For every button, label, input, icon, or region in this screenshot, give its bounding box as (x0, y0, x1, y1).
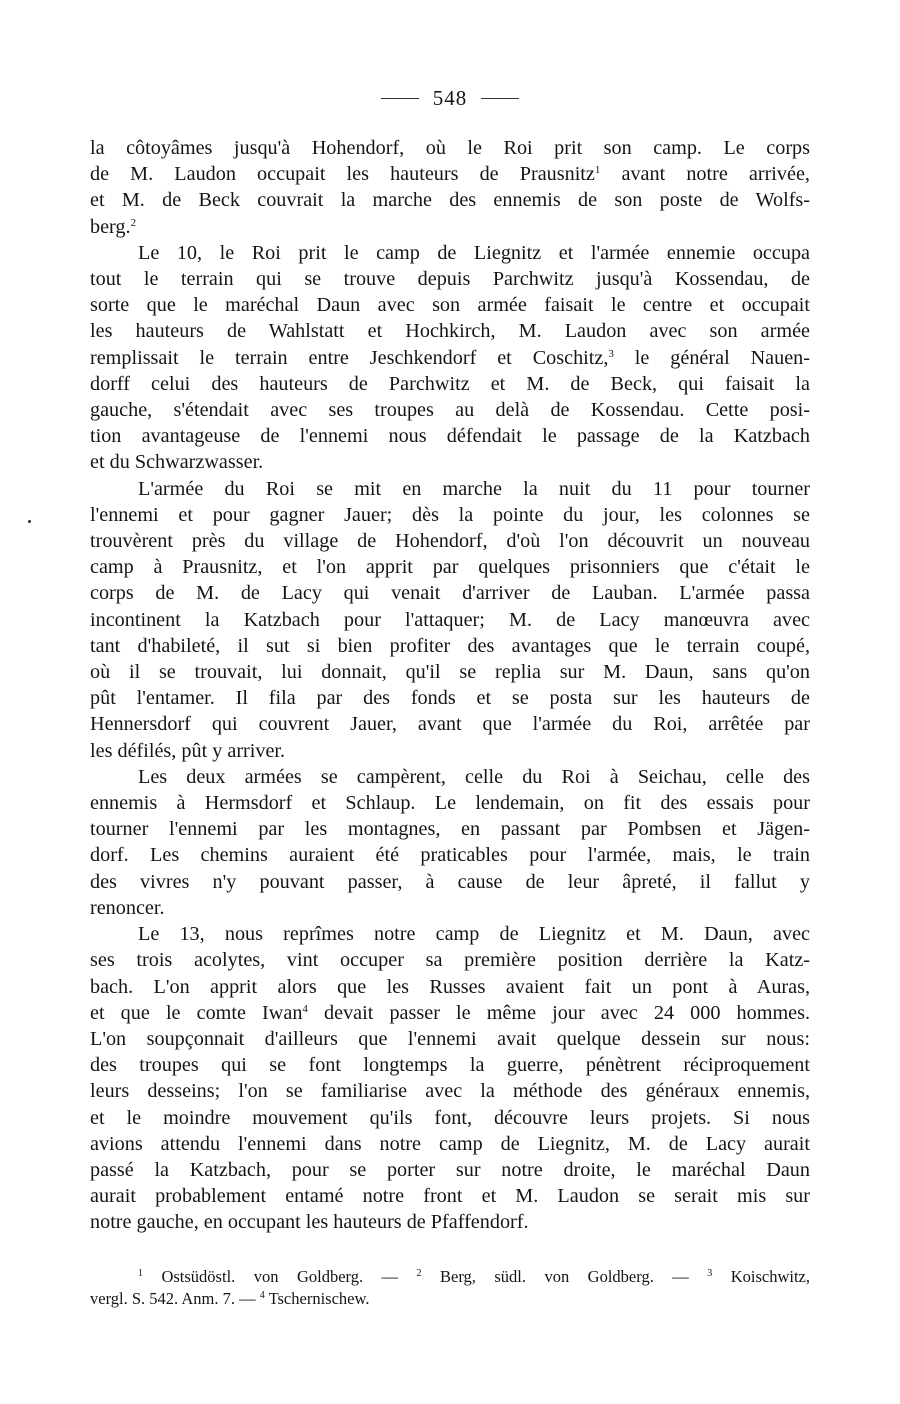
footnote-marker: 1 (594, 164, 601, 177)
text-segment: passé la Katzbach, pour se porter sur notre droite, le maréchal Daun (90, 1158, 810, 1181)
text-segment: L'on soupçonnait d'ailleurs que l'ennemi avait quelque dessein sur nous: (90, 1027, 810, 1050)
text-line (90, 685, 810, 711)
text-segment: devait passer le même jour avec 24 000 hommes. (307, 1001, 811, 1024)
footnote-number: 2 (416, 1268, 422, 1279)
text-line (90, 1105, 810, 1131)
text-line (90, 1131, 810, 1157)
text-line (90, 816, 810, 842)
text-line (90, 607, 810, 633)
footnote-line (90, 1266, 810, 1288)
text-segment: bach. L'on apprit alors que les Russes avaient fait un pont à Auras, (90, 975, 810, 998)
text-segment: les défilés, pût y arriver. (90, 739, 286, 762)
page-header (0, 86, 900, 111)
text-segment: de M. Laudon occupait les hauteurs de Prausnitz (90, 163, 595, 186)
footnote-marker: 3 (608, 347, 614, 360)
header-dash-right (481, 98, 519, 99)
paragraph (90, 240, 810, 476)
text-line (90, 502, 810, 528)
text-line (90, 1000, 810, 1026)
footnote-number: 4 (259, 1290, 265, 1301)
text-segment: tourner l'ennemi par les montagnes, en passant par Pombsen et Jägen- (90, 818, 810, 841)
text-segment: L'armée du Roi se mit en marche la nuit du 11 pour tourner (138, 477, 810, 500)
text-segment: camp à Prausnitz, et l'on apprit par quelques prisonniers que c'était le (90, 556, 810, 579)
text-segment: des troupes qui se font longtemps la guerre, pénètrent réciproquement (90, 1054, 810, 1077)
footnote-marker: 4 (302, 1002, 308, 1015)
text-segment: Le 13, nous reprîmes notre camp de Liegnitz et M. Daun, avec (138, 923, 810, 946)
text-line (90, 214, 810, 240)
footnotes (90, 1266, 810, 1310)
text-line (90, 135, 810, 161)
footnote-number: 1 (138, 1268, 143, 1279)
footnote-number: 3 (707, 1268, 713, 1279)
text-line (90, 974, 810, 1000)
text-line (90, 921, 810, 947)
page-number: 548 (432, 86, 468, 110)
text-segment: incontinent la Katzbach pour l'attaquer; M. de Lacy manœuvra avec (90, 608, 810, 631)
text-line (90, 554, 810, 580)
text-segment: avant notre arrivée, (600, 163, 810, 186)
text-segment: et M. de Beck couvrait la marche des ennemis de son poste de Wolfs- (90, 189, 810, 212)
text-line (90, 1078, 810, 1104)
text-line (90, 449, 810, 475)
text-segment: ses trois acolytes, vint occuper sa première position derrière la Katz- (90, 949, 810, 972)
text-line (90, 1026, 810, 1052)
text-segment: avions attendu l'ennemi dans notre camp de Liegnitz, M. de Lacy aurait (90, 1132, 810, 1155)
footnote-text: Berg, südl. von Goldberg. — (421, 1267, 708, 1286)
text-segment: gauche, s'étendait avec ses troupes au delà de Kossendau. Cette posi- (90, 399, 810, 422)
body-text (90, 135, 810, 1236)
text-segment: aurait probablement entamé notre front et M. Laudon se serait mis sur (90, 1185, 810, 1208)
text-segment: dorff celui des hauteurs de Parchwitz et M. de Beck, qui faisait la (90, 372, 810, 395)
text-line (90, 1157, 810, 1183)
text-segment: tion avantageuse de l'ennemi nous défendait le passage de la Katzbach (90, 425, 810, 448)
text-segment: pût l'entamer. Il fila par des fonds et se posta sur les hauteurs de (90, 687, 810, 710)
text-segment: renoncer. (90, 896, 165, 919)
footnote-line (90, 1288, 810, 1310)
text-segment: et le moindre mouvement qu'ils font, découvre leurs projets. Si nous (90, 1106, 810, 1129)
text-segment: Le 10, le Roi prit le camp de Liegnitz et l'armée ennemie occupa (138, 241, 810, 264)
text-line (90, 187, 810, 213)
header-dash-left (381, 98, 419, 99)
text-line (90, 738, 810, 764)
paragraph (90, 764, 810, 921)
text-line (90, 711, 810, 737)
text-line (90, 790, 810, 816)
text-line (90, 895, 810, 921)
text-segment: corps de M. de Lacy qui venait d'arriver de Lauban. L'armée passa (90, 582, 810, 605)
text-segment: trouvèrent près du village de Hohendorf, d'où l'on découvrit un nouveau (90, 530, 810, 553)
text-segment: dorf. Les chemins auraient été praticables pour l'armée, mais, le train (90, 844, 810, 867)
footnote-text: Tschernischew. (264, 1289, 370, 1308)
text-line (90, 1052, 810, 1078)
text-segment: ennemis à Hermsdorf et Schlaup. Le lendemain, on fit des essais pour (90, 792, 810, 815)
text-line (90, 1183, 810, 1209)
text-segment: où il se trouvait, lui donnait, qu'il se replia sur M. Daun, sans qu'on (90, 661, 810, 684)
text-segment: berg. (90, 215, 131, 238)
text-line (90, 1209, 810, 1235)
text-segment: notre gauche, en occupant les hauteurs de Pfaffendorf. (90, 1211, 529, 1234)
text-segment: Hennersdorf qui couvrent Jauer, avant que l'armée du Roi, arrêtée par (90, 713, 810, 736)
text-line (90, 580, 810, 606)
text-segment: tant d'habileté, il sut si bien profiter des avantages que le terrain coupé, (90, 634, 810, 657)
text-segment: tout le terrain qui se trouve depuis Parchwitz jusqu'à Kossendau, de (90, 268, 810, 291)
text-segment: remplissait le terrain entre Jeschkendorf et Coschitz, (90, 346, 609, 369)
text-segment: Les deux armées se campèrent, celle du Roi à Seichau, celle des (138, 765, 810, 788)
footnote-text: Koischwitz, (712, 1267, 810, 1286)
text-segment: et que le comte Iwan (90, 1001, 303, 1024)
paragraph (90, 921, 810, 1235)
text-line (90, 947, 810, 973)
footnote-marker: 2 (130, 216, 137, 229)
text-line (90, 292, 810, 318)
text-segment: le général Nauen- (613, 346, 810, 369)
text-line (90, 371, 810, 397)
text-line (90, 869, 810, 895)
text-line (90, 476, 810, 502)
text-segment: les hauteurs de Wahlstatt et Hochkirch, M. Laudon avec son armée (90, 320, 810, 343)
footnote-text: Ostsüdöstl. von Goldberg. — (143, 1267, 417, 1286)
text-segment: la côtoyâmes jusqu'à Hohendorf, où le Roi prit son camp. Le corps (90, 137, 810, 159)
text-line (90, 633, 810, 659)
text-line (90, 397, 810, 423)
text-line (90, 345, 810, 371)
text-segment: des vivres n'y pouvant passer, à cause de leur âpreté, il fallut y (90, 870, 810, 893)
text-segment: sorte que le maréchal Daun avec son armée faisait le centre et occupait (90, 294, 810, 317)
text-line (90, 659, 810, 685)
paragraph (90, 476, 810, 764)
text-line (90, 161, 810, 187)
text-line (90, 266, 810, 292)
text-line (90, 528, 810, 554)
scan-speck (28, 520, 31, 523)
paragraph (90, 135, 810, 240)
text-segment: et du Schwarzwasser. (90, 451, 264, 474)
text-line (90, 423, 810, 449)
text-line (90, 842, 810, 868)
footnote-text: vergl. S. 542. Anm. 7. — (90, 1289, 260, 1308)
text-segment: l'ennemi et pour gagner Jauer; dès la pointe du jour, les colonnes se (90, 503, 810, 526)
text-segment: leurs desseins; l'on se familiarise avec la méthode des généraux ennemis, (90, 1080, 810, 1103)
text-line (90, 240, 810, 266)
text-line (90, 318, 810, 344)
text-line (90, 764, 810, 790)
